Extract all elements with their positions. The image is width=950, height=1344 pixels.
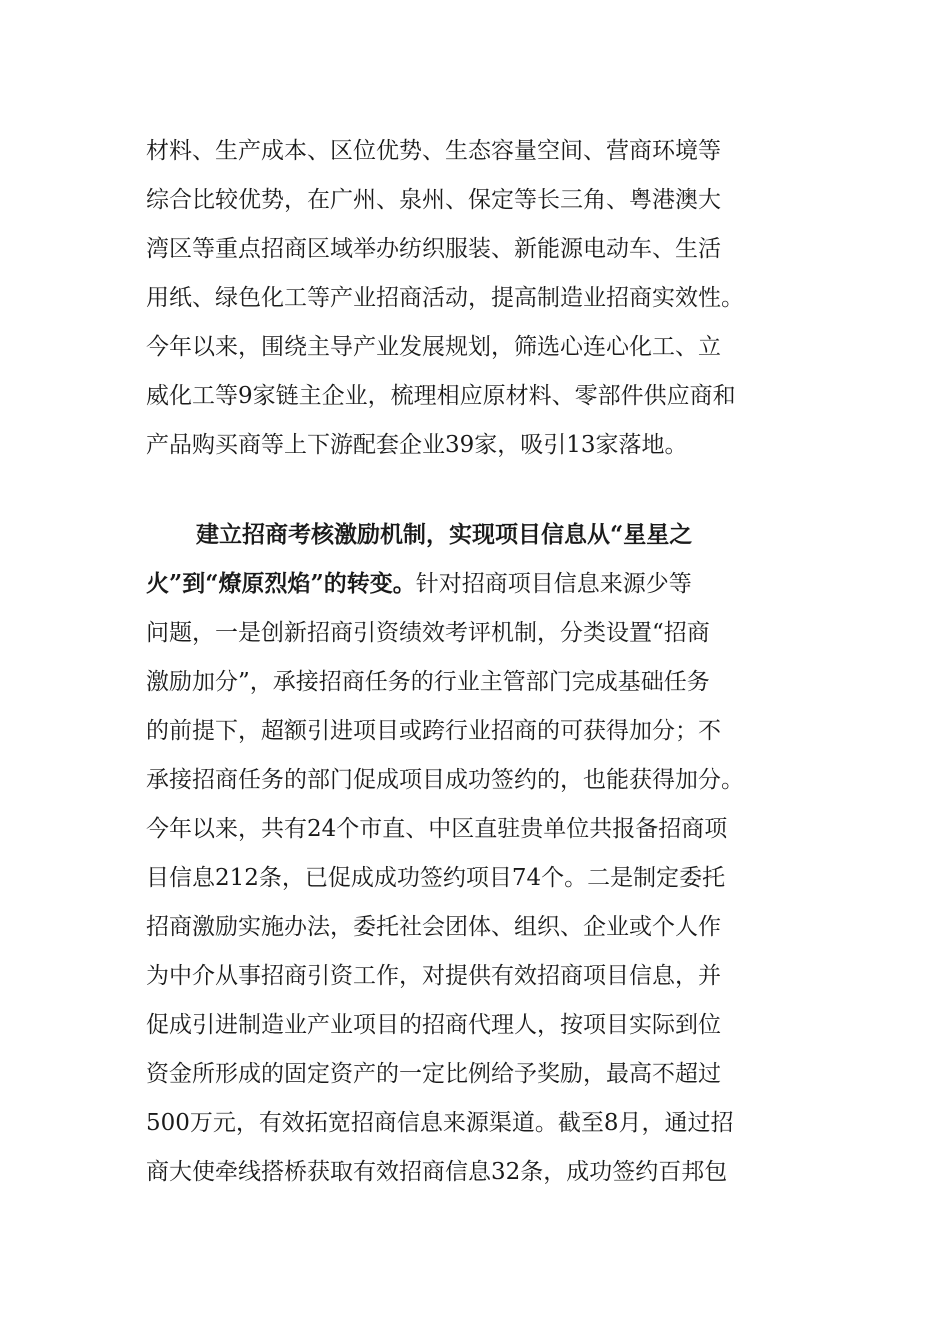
paragraph2-heading-rest: 针对招商项目信息来源少等 [415,571,692,597]
paragraph2-line-7: 招商激励实施办法，委托社会团体、组织、企业或个人作 [146,914,721,940]
paragraph2-line-12: 商大使牵线搭桥获取有效招商信息32条，成功签约百邦包 [146,1159,728,1185]
paragraph2-line-6: 目信息212条，已促成成功签约项目74个。二是制定委托 [146,865,726,891]
paragraph2-line-3: 的前提下，超额引进项目或跨行业招商的可获得加分；不 [146,718,721,744]
paragraph2-line-9: 促成引进制造业产业项目的招商代理人，按项目实际到位 [146,1012,721,1038]
paragraph1-line-1: 材料、生产成本、区位优势、生态容量空间、营商环境等 [146,138,721,164]
paragraph1-line-5: 今年以来，围绕主导产业发展规划，筛选心连心化工、立 [146,334,721,360]
paragraph1-line-6: 威化工等9家链主企业，梳理相应原材料、零部件供应商和 [146,383,736,409]
paragraph1-line-7: 产品购买商等上下游配套企业39家，吸引13家落地。 [146,432,688,458]
paragraph2-heading-line-2 [146,569,692,599]
paragraph2-line-1: 问题，一是创新招商引资绩效考评机制，分类设置“招商 [146,620,710,646]
paragraph1-line-4: 用纸、绿色化工等产业招商活动，提高制造业招商实效性。 [146,285,744,311]
paragraph1-line-3: 湾区等重点招商区域举办纺织服装、新能源电动车、生活 [146,236,721,262]
paragraph2-line-11: 500万元，有效拓宽招商信息来源渠道。截至8月，通过招 [146,1110,734,1136]
paragraph1-line-2: 综合比较优势，在广州、泉州、保定等长三角、粤港澳大 [146,187,721,213]
paragraph2-line-10: 资金所形成的固定资产的一定比例给予奖励，最高不超过 [146,1061,721,1087]
paragraph2-heading-bold: 火”到“燎原烈焰”的转变。 [146,570,416,597]
paragraph2-line-4: 承接招商任务的部门促成项目成功签约的，也能获得加分。 [146,767,744,793]
paragraph2-line-2: 激励加分”，承接招商任务的行业主管部门完成基础任务 [146,669,710,695]
paragraph2-line-8: 为中介从事招商引资工作，对提供有效招商项目信息，并 [146,963,721,989]
paragraph2-line-5: 今年以来，共有24个市直、中区直驻贵单位共报备招商项 [146,816,728,842]
paragraph2-heading-line-1: 建立招商考核激励机制，实现项目信息从“星星之 [196,521,693,548]
